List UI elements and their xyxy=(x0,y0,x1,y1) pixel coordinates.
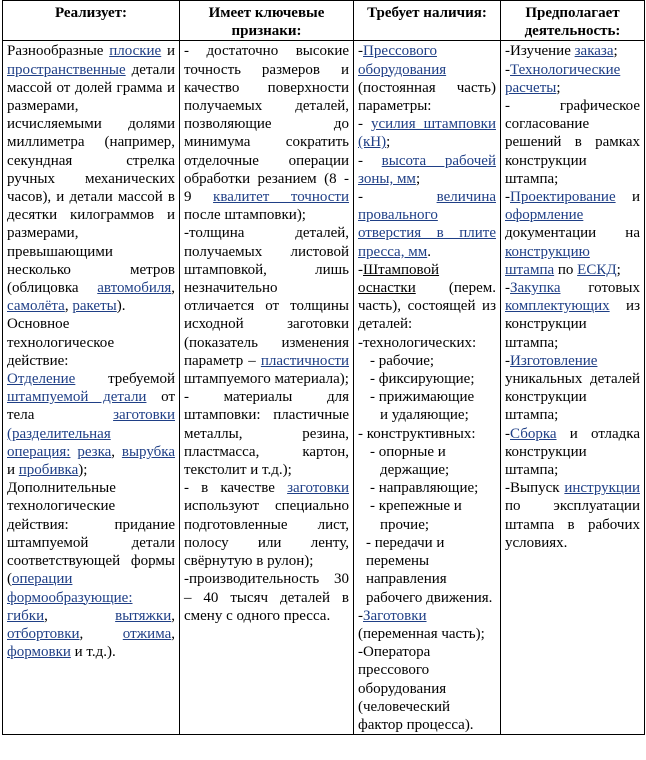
feature-precision-text: - достаточно высокие точность размеров и качество поверхности получаемых деталей, позволяющие до минимума сократить отделочные операции обработки резанием (8 - 9 xyxy=(184,43,349,206)
tech-part-item: - рабочие; xyxy=(370,352,435,369)
link-eskd[interactable]: ЕСКД xyxy=(577,261,617,278)
feature-precision-end: после штамповки); xyxy=(184,207,306,224)
docs-text: документации на xyxy=(505,225,640,242)
semicolon: ; xyxy=(415,170,421,187)
link-blanking[interactable]: вырубка xyxy=(121,443,176,460)
act-graphic: - графическое согласование решений в рамках конструкции штампа; xyxy=(505,98,640,187)
parts-description: детали массой от долей грамма и размерами, исчисляемыми долями миллиметра (например, секундная стрелка ручных механических часов), и детали массой в десятки килограммов и размерами, превышающими несколько метров (облицовка xyxy=(7,61,175,297)
act-design xyxy=(505,188,640,279)
link-piercing[interactable]: пробивка xyxy=(18,462,79,479)
act-instructions xyxy=(505,479,640,552)
cell-implements xyxy=(3,41,180,735)
req-hole xyxy=(358,188,496,261)
close-paren: ); xyxy=(78,462,88,479)
req-blank xyxy=(358,607,496,643)
link-plasticity[interactable]: пластичности xyxy=(260,352,349,369)
ready-text: готовых xyxy=(588,280,640,297)
constr-part-item: держащие; xyxy=(380,462,450,479)
assembly-text: и отладка конструкции штампа; xyxy=(505,425,640,479)
req-force xyxy=(358,115,496,151)
link-press-equipment[interactable]: Прессового оборудования xyxy=(358,43,447,78)
dash: - xyxy=(505,189,510,206)
dash: - xyxy=(505,61,510,78)
required-text: требуемой xyxy=(108,371,175,388)
link-order[interactable]: заказа xyxy=(574,43,614,60)
components-text: из конструкции штампа; xyxy=(505,298,640,351)
link-accuracy-grade[interactable]: квалитет точности xyxy=(213,189,349,206)
link-components[interactable]: комплектующих xyxy=(505,298,610,315)
link-flanging[interactable]: отбортовки xyxy=(7,625,80,642)
link-blank[interactable]: заготовки xyxy=(287,480,350,497)
link-tech-calculations[interactable]: Технологические расчеты xyxy=(505,61,621,96)
comma: , xyxy=(64,298,69,315)
link-blank[interactable]: Заготовки xyxy=(363,607,427,624)
and-text: и xyxy=(631,189,640,206)
feature-thickness xyxy=(184,224,349,388)
dash: - xyxy=(358,189,363,206)
feature-thickness-end: штампуемого материала); xyxy=(184,371,349,388)
dash: - xyxy=(505,280,510,297)
link-bending[interactable]: гибки xyxy=(7,607,45,624)
constr-part-item: - крепежные и xyxy=(370,498,462,515)
dash: - xyxy=(358,116,363,133)
req-height xyxy=(358,152,496,188)
link-forming-operations[interactable]: операции формообразующие: xyxy=(7,571,133,606)
comma: , xyxy=(171,607,175,624)
req-press-equipment xyxy=(358,42,496,115)
link-force[interactable]: усилия штамповки (кН) xyxy=(358,116,496,151)
instructions-text: по эксплуатации штампа в рабочих условиях. xyxy=(505,498,640,551)
feature-precision xyxy=(184,42,349,224)
semicolon: ; xyxy=(616,261,621,278)
feature-productivity: -производительность 30 – 40 тысяч деталей в смену с одного пресса. xyxy=(184,571,349,624)
header-key-features: Имеет ключевые признаки: xyxy=(180,1,354,41)
header-row xyxy=(3,1,645,41)
header-activity: Предполагает деятельность: xyxy=(501,1,645,41)
comma: , xyxy=(171,625,175,642)
content-row xyxy=(3,41,645,735)
cell-activity xyxy=(501,41,645,735)
link-spatial[interactable]: пространственные xyxy=(7,61,126,78)
and-text: и xyxy=(166,43,175,60)
constr-parts-heading: - конструктивных: xyxy=(358,425,476,442)
req-operator: -Оператора прессового оборудования (человеческий фактор процесса). xyxy=(358,644,474,733)
semicolon: ; xyxy=(613,43,618,60)
feature-thickness-text: -толщина деталей, получаемых листовой штамповкой, лишь незначительно отличается от толщины исходной заготовки (показатель изменения параметр – xyxy=(184,225,349,369)
link-stamped-part[interactable]: штампуемой детали xyxy=(7,389,147,406)
tech-part-item: - прижимающие xyxy=(370,389,475,406)
dash: - xyxy=(358,607,363,624)
constr-part-item: - направляющие; xyxy=(370,480,479,497)
close-paren: ). xyxy=(116,298,126,315)
dash: - xyxy=(358,261,363,278)
link-blank[interactable]: заготовки xyxy=(113,407,175,424)
additional-text: Дополнительные технологические действия: придание штампуемой детали соответствующей формы ( xyxy=(7,480,175,588)
transfer-item: - передачи и перемены направления рабочего движения. xyxy=(366,534,493,606)
link-purchase[interactable]: Закупка xyxy=(510,280,561,297)
blank-text: (переменная часть); xyxy=(358,625,485,642)
link-car[interactable]: автомобиля xyxy=(97,280,172,297)
cell-key-features xyxy=(180,41,354,735)
link-work-zone-height[interactable]: высота рабочей зоны, мм xyxy=(358,152,496,187)
act-assembly xyxy=(505,425,640,480)
link-drawing[interactable]: вытяжки xyxy=(115,607,172,624)
link-drafting[interactable]: оформление xyxy=(505,207,584,224)
po-text: по xyxy=(557,261,574,278)
comma: , xyxy=(111,443,116,460)
link-cutting[interactable]: резка xyxy=(77,443,112,460)
req-die-tooling xyxy=(358,261,496,334)
intro-text: Разнообразные xyxy=(7,43,104,60)
link-manufacture[interactable]: Изготовление xyxy=(510,352,598,369)
die-tooling-label: Штамповой оснастки xyxy=(358,261,440,297)
link-die-construction[interactable]: конструкцию штампа xyxy=(505,243,590,278)
dash: - xyxy=(358,152,363,169)
link-flat[interactable]: плоские xyxy=(109,43,162,60)
additional-actions xyxy=(7,479,175,661)
dash: - xyxy=(505,352,510,369)
act-purchase xyxy=(505,279,640,352)
link-moulding[interactable]: формовки xyxy=(7,644,71,661)
act-order-text: -Изучение xyxy=(505,43,571,60)
stamping-table xyxy=(2,0,645,735)
feature-blank-end: используют специально подготовленные лист, полосу или ленту, свёрнутую в рулон); xyxy=(184,498,349,570)
link-rocket[interactable]: ракеты xyxy=(72,298,117,315)
press-params-text: (постоянная часть) параметры: xyxy=(358,79,496,115)
comma: , xyxy=(171,280,175,297)
link-plane[interactable]: самолёта xyxy=(7,298,65,315)
link-separation[interactable]: Отделение xyxy=(7,371,76,388)
semicolon: ; xyxy=(386,134,391,151)
header-requires: Требует наличия: xyxy=(354,1,501,41)
link-design[interactable]: Проектирование xyxy=(510,189,616,206)
act-calc xyxy=(505,61,640,97)
issue-text: -Выпуск xyxy=(505,480,560,497)
constr-part-item: - опорные и xyxy=(370,443,446,460)
act-order xyxy=(505,42,640,60)
die-tooling-text: (перем. часть), состоящей из деталей: xyxy=(358,280,496,333)
period: . xyxy=(427,243,431,260)
feature-blank xyxy=(184,479,349,570)
feature-materials: - материалы для штамповки: пластичные металлы, резина, пластмасса, картон, текстолит и т.д.); xyxy=(184,389,349,479)
and-text: и xyxy=(7,462,16,479)
comma: , xyxy=(79,625,84,642)
link-instructions[interactable]: инструкции xyxy=(564,480,640,497)
dash: - xyxy=(358,43,363,60)
tech-part-item: и удаляющие; xyxy=(380,407,469,424)
header-implements: Реализует: xyxy=(3,1,180,41)
act-manufacture xyxy=(505,352,640,425)
link-squeezing[interactable]: отжима xyxy=(122,625,172,642)
cell-requires xyxy=(354,41,501,735)
tech-parts-heading: -технологических: xyxy=(358,334,477,351)
manufacture-text: уникальных деталей конструкции штампа; xyxy=(505,371,640,424)
from-body-text: от тела xyxy=(7,389,176,424)
link-separating-operation[interactable]: (разделительная операция: xyxy=(7,425,111,460)
dash: - xyxy=(505,425,510,442)
link-assembly[interactable]: Сборка xyxy=(510,425,557,442)
basic-action-heading: Основное технологическое действие: xyxy=(7,316,115,369)
constr-part-item: прочие; xyxy=(380,516,430,533)
link-hole-size[interactable]: величина провального отверстия в плите пресса, мм xyxy=(358,189,496,260)
etc-text: и т.д.). xyxy=(74,644,116,661)
comma: , xyxy=(44,607,48,624)
semicolon: ; xyxy=(556,79,561,96)
tech-part-item: - фиксирующие; xyxy=(370,371,475,388)
feature-blank-text: - в качестве xyxy=(184,480,275,497)
